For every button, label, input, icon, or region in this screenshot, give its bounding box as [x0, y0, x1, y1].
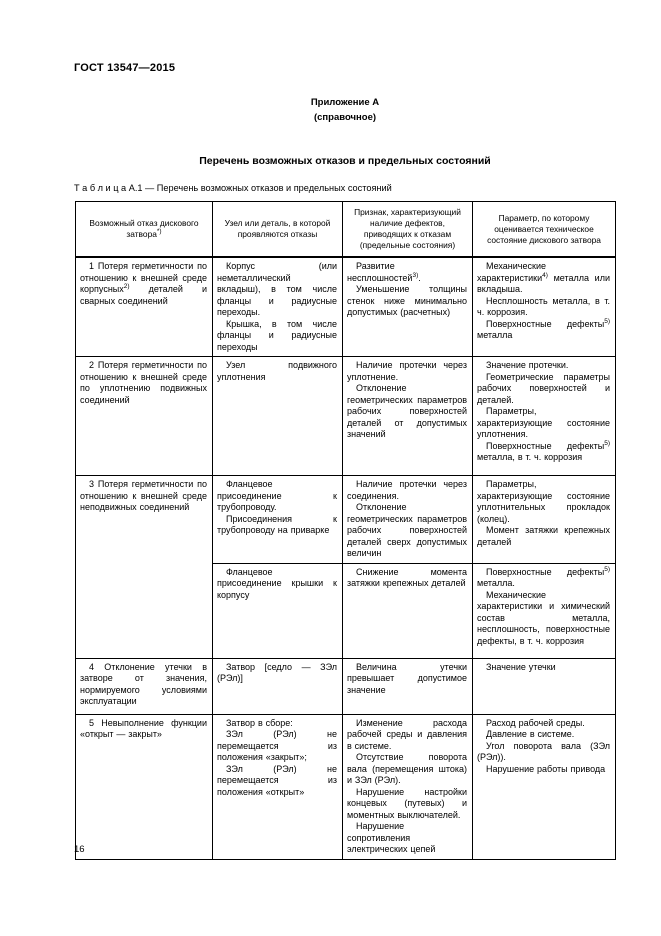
- cell-paragraph: Узел подвижного уплотнения: [217, 360, 337, 382]
- table-cell: [473, 714, 616, 859]
- table-body: [76, 257, 616, 859]
- table-cell: [473, 658, 616, 714]
- footnote-marker: 2): [123, 283, 130, 290]
- failures-table: [75, 201, 616, 860]
- cell-paragraph: Фланцевое присоединение крышки к корпусу: [217, 566, 337, 600]
- column-header: Параметр, по которому оценивается техническое состояние дискового затвора: [473, 202, 616, 258]
- table-row: [76, 714, 616, 859]
- page-number: 16: [74, 844, 85, 855]
- table-cell: [76, 714, 213, 859]
- table-cell: [343, 357, 473, 476]
- table-cell: [473, 357, 616, 476]
- table-cell: [343, 476, 473, 564]
- cell-paragraph: Фланцевое присоединение к трубопроводу.: [217, 479, 337, 512]
- appendix-note: (справочное): [313, 112, 377, 123]
- cell-paragraph: 5 Невыполнение функции «открыт — закрыт»: [80, 717, 207, 739]
- table-cell: [76, 476, 213, 659]
- cell-paragraph: Присоединения к трубопроводу на приварке: [217, 513, 337, 535]
- cell-paragraph: Уменьшение толщины стенок ниже минимально допустимых (расчетных): [347, 284, 467, 317]
- cell-paragraph: Корпус (или неметаллический вкладыш), в том числе фланцы и радиусные переходы.: [217, 261, 337, 317]
- cell-paragraph: Наличие протечки через соединения.: [347, 479, 467, 501]
- table-cell: [213, 658, 343, 714]
- table-cell: [343, 714, 473, 859]
- cell-paragraph: Отклонение геометрических параметров рабочих поверхностей деталей от допустимых значений: [347, 383, 467, 439]
- cell-paragraph: Поверхностные дефекты$^{5)}$ металла, в т. ч. коррозия: [477, 439, 610, 462]
- cell-paragraph: ЗЭл (РЭл) не перемещается из положения «открыт»: [217, 763, 337, 797]
- cell-paragraph: Геометрические параметры рабочих поверхностей и деталей.: [477, 371, 610, 405]
- table-cell: [343, 658, 473, 714]
- table-row: [76, 658, 616, 714]
- table-cell: [213, 714, 343, 859]
- table-cell: [213, 476, 343, 564]
- column-header: Признак, характеризующий наличие дефектов, приводящих к отказам (предельные состояния): [343, 202, 473, 258]
- appendix-label: Приложение А: [310, 97, 380, 108]
- table-row: [76, 357, 616, 476]
- cell-paragraph: Нарушение сопротивления электрических цепей: [347, 821, 436, 854]
- table-cell: [343, 257, 473, 357]
- table-cell: [473, 563, 616, 658]
- cell-paragraph: 1 Потеря герметичности по отношению к внешней среде корпусных$^{2)}$ деталей и сварных соединений: [80, 261, 207, 306]
- doc-code: ГОСТ 13547—2015: [74, 62, 176, 74]
- cell-paragraph: Механические характеристики и химический состав металла, несплошность, поверхностные дефекты, в т. ч. коррозия: [477, 589, 610, 646]
- cell-paragraph: Поверхностные дефекты$^{5)}$ металла: [477, 317, 610, 340]
- cell-paragraph: Параметры, характеризующие состояние уплотнительных прокладок (колец).: [477, 479, 610, 524]
- cell-paragraph: Затвор [седло — ЗЭл (РЭл)]: [217, 661, 337, 683]
- table-row: [76, 257, 616, 357]
- cell-paragraph: Развитие несплошностей$^{3)}$.: [347, 261, 421, 283]
- cell-paragraph: Поверхностные дефекты$^{5)}$ металла.: [477, 565, 610, 588]
- cell-paragraph: 3 Потеря герметичности по отношению к внешней среде неподвижных соединений: [80, 479, 207, 512]
- cell-paragraph: Крышка, в том числе фланцы и радиусные переходы: [217, 318, 337, 352]
- page-title: Перечень возможных отказов и предельных состояний: [199, 155, 491, 167]
- cell-paragraph: 2 Потеря герметичности по отношению к внешней среде по уплотнению подвижных соединений: [80, 360, 207, 405]
- table-cell: [76, 658, 213, 714]
- cell-paragraph: Значение утечки: [486, 661, 556, 672]
- cell-paragraph: Нарушение настройки концевых (путевых) и моментных выключателей.: [347, 786, 467, 820]
- cell-paragraph: Отклонение геометрических параметров рабочих поверхностей деталей сверх допустимых величин: [347, 502, 467, 558]
- cell-paragraph: Затвор в сборе:: [226, 717, 293, 728]
- table-caption: Т а б л и ц а А.1 — Перечень возможных отказов и предельных состояний: [74, 183, 392, 193]
- cell-paragraph: Отсутствие поворота вала (перемещения штока) и ЗЭл (РЭл).: [347, 752, 467, 785]
- footnote-marker: 5): [604, 317, 610, 325]
- table-cell: [473, 476, 616, 564]
- cell-paragraph: Параметры, характеризующие состояние уплотнения.: [477, 406, 610, 439]
- table-cell: [76, 257, 213, 357]
- footnote-marker: 5): [604, 439, 610, 447]
- table-cell: [343, 563, 473, 658]
- table-header-row: [76, 202, 616, 258]
- table-cell: [76, 357, 213, 476]
- table-cell: [213, 357, 343, 476]
- footnote-marker: 3): [412, 271, 419, 279]
- cell-paragraph: 4 Отклонение утечки в затворе от значения, нормируемого условиями эксплуатации: [80, 661, 207, 706]
- cell-paragraph: Снижение момента затяжки крепежных деталей: [347, 566, 467, 588]
- footnote-marker: *): [156, 228, 162, 236]
- table-cell: [473, 257, 616, 357]
- column-header: Возможный отказ дискового затвора*): [76, 202, 213, 258]
- appendix-heading: [75, 95, 615, 125]
- footnote-marker: 4): [542, 271, 548, 279]
- cell-paragraph: Значение протечки.: [486, 360, 569, 370]
- cell-paragraph: Расход рабочей среды.: [486, 717, 585, 728]
- cell-paragraph: Изменение расхода рабочей среды и давления в системе.: [347, 717, 467, 751]
- cell-paragraph: Момент затяжки крепежных деталей: [477, 525, 610, 547]
- cell-paragraph: Механические характеристики$^{4)}$ металла или вкладыша.: [477, 261, 610, 294]
- cell-paragraph: Наличие протечки через уплотнение.: [347, 360, 467, 382]
- column-header: Узел или деталь, в которой проявляются отказы: [213, 202, 343, 258]
- header-row: [76, 202, 616, 258]
- footnote-marker: 5): [604, 565, 610, 573]
- cell-paragraph: Нарушение работы привода: [486, 763, 606, 774]
- table-cell: [213, 257, 343, 357]
- cell-paragraph: Давление в системе.: [486, 729, 575, 739]
- table-row: [76, 476, 616, 564]
- cell-paragraph: Величина утечки превышает допустимое значение: [347, 661, 467, 695]
- cell-paragraph: ЗЭл (РЭл) не перемещается из положения «закрыт»;: [217, 729, 337, 762]
- cell-paragraph: Угол поворота вала (ЗЭл (РЭл)).: [477, 740, 610, 762]
- cell-paragraph: Несплошность металла, в т. ч. коррозия.: [477, 295, 610, 317]
- table-cell: [213, 563, 343, 658]
